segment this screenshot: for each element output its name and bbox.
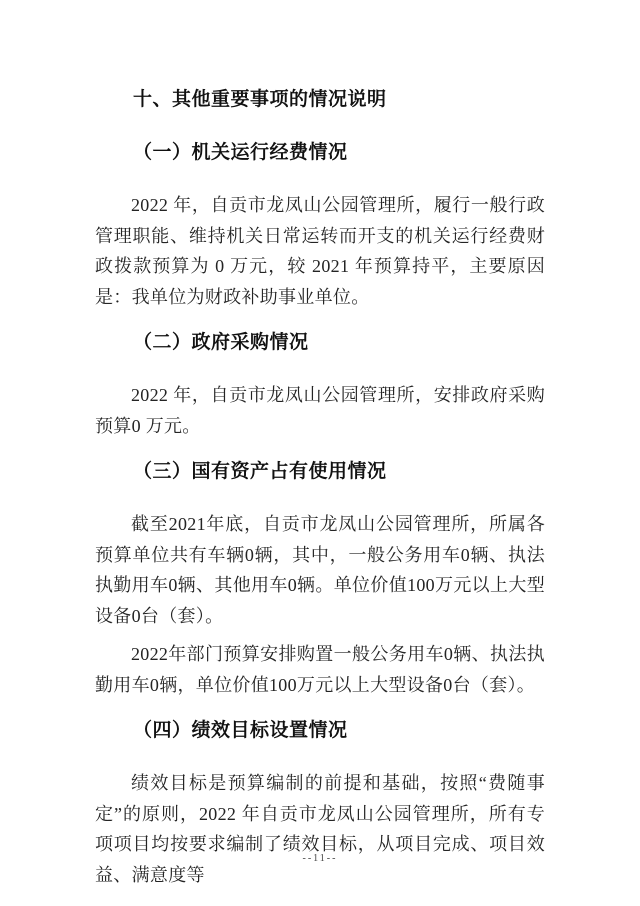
page-number: --11-- xyxy=(302,853,338,864)
section-heading-other-important-matters: 十、其他重要事项的情况说明 xyxy=(133,88,387,110)
paragraph-performance-targets: 绩效目标是预算编制的前提和基础，按照“费随事定”的原则，2022 年自贡市龙凤山公园管理所，所有专项项目均按要求编制了绩效目标，从项目完成、项目效益、满意度等 xyxy=(95,773,545,885)
subsection-heading-state-owned-assets: （三）国有资产占有使用情况 xyxy=(133,461,387,482)
subsection-state-owned-assets xyxy=(95,457,545,700)
subsection-government-procurement xyxy=(95,328,545,441)
subsection-agency-operating-funds xyxy=(95,138,545,312)
paragraph-state-owned-assets-1: 截至2021年底，自贡市龙凤山公园管理所，所属各预算单位共有车辆0辆，其中，一般公务用车0辆、执法执勤用车0辆、其他用车0辆。单位价值100万元以上大型设备0台（套）。 xyxy=(95,514,545,626)
subsection-heading-performance-targets: （四）绩效目标设置情况 xyxy=(133,720,348,741)
paragraph-government-procurement: 2022 年，自贡市龙凤山公园管理所，安排政府采购预算0 万元。 xyxy=(95,385,545,436)
subsection-heading-agency-operating-funds: （一）机关运行经费情况 xyxy=(133,142,348,163)
paragraph-state-owned-assets-2: 2022年部门预算安排购置一般公务用车0辆、执法执勤用车0辆，单位价值100万元以上大型设备0台（套）。 xyxy=(95,644,545,695)
paragraph-agency-operating-funds: 2022 年，自贡市龙凤山公园管理所，履行一般行政管理职能、维持机关日常运转而开支的机关运行经费财政拨款预算为 0 万元，较 2021 年预算持平，主要原因是：我单位为财政补助事业单位。 xyxy=(95,195,545,307)
subsection-heading-government-procurement: （二）政府采购情况 xyxy=(133,332,309,353)
